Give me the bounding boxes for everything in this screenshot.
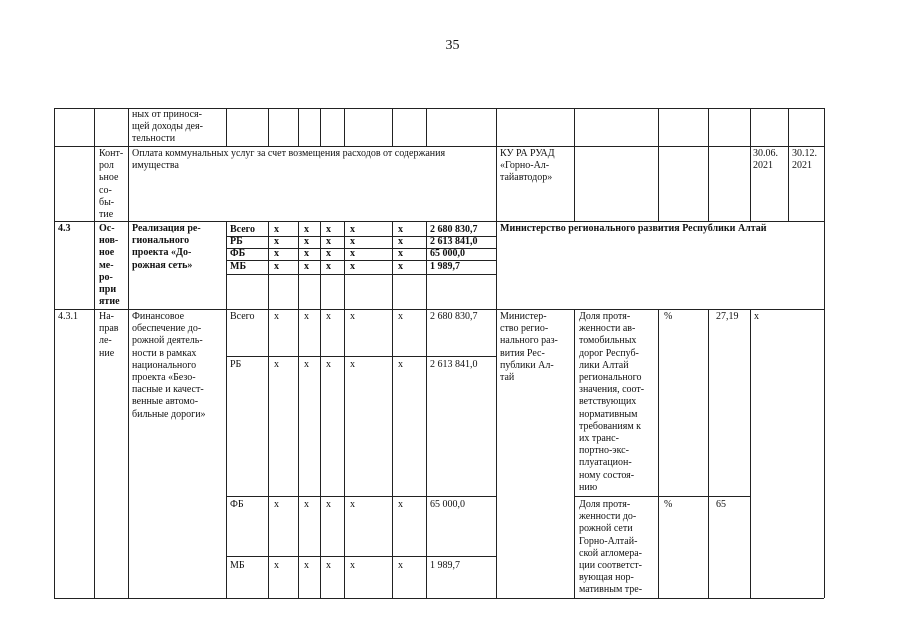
funding-cell: x [304,499,309,510]
row-divider [226,496,496,497]
funding-cell: x [350,560,355,571]
funding-cell: x [326,236,331,247]
funding-source: Всего [230,311,255,322]
indicator-extra: x [754,311,759,322]
direction-name: Финансовое обеспечение до- рожной деятель- ности в рамках национального проекта «Безо- пасные и качест- венные автомо- бильные дороги» [132,311,206,420]
funding-amount: 2 680 830,7 [430,311,478,322]
funding-cell: x [304,560,309,571]
indicator-unit: % [664,311,673,322]
main-activity-executor: Министерство регионального развития Республики Алтай [500,223,767,234]
indicator-value: 27,19 [716,311,739,322]
funding-cell: x [326,499,331,510]
direction-executor: Министер- ство регио- нального раз- вития Рес- публики Ал- тай [500,311,558,384]
row-divider [226,274,496,275]
funding-cell: x [350,359,355,370]
control-event-description: Оплата коммунальных услуг за счет возмещения расходов от содержания имущества [132,148,446,172]
col-divider [320,221,321,598]
funding-cell: x [350,499,355,510]
main-activity-number: 4.3 [58,223,71,234]
funding-cell: x [398,499,403,510]
control-event-type: Конт- рол ьное со- бы- тие [99,148,124,221]
main-activity-name: Реализация ре- гионального проекта «До- рожная сеть» [132,223,201,271]
funding-amount: 2 613 841,0 [430,359,478,370]
row-divider [226,556,496,557]
funding-cell: x [350,224,355,235]
direction-number: 4.3.1 [58,311,78,322]
funding-cell: x [326,359,331,370]
funding-amount: 1 989,7 [430,261,460,272]
col-divider [344,221,345,598]
indicator-name: Доля протя- женности ав- томобильных дорог Респуб- лики Алтай регионального значения, соот- ветствующих нормативным требованиям к их транс- портно-экс- плуатацион- ному состоя- нию [579,311,645,493]
funding-source: РБ [230,359,242,370]
funding-cell: x [350,236,355,247]
funding-cell: x [326,248,331,259]
funding-cell: x [350,261,355,272]
control-event-date-end: 30.12. 2021 [792,148,817,172]
funding-source: МБ [230,560,245,571]
col-divider [426,221,427,598]
direction-type: На- прав ле- ние [99,311,119,359]
funding-cell: x [304,248,309,259]
row-divider [54,221,824,222]
col-divider [268,221,269,598]
indicator-name: Доля протя- женности до- рожной сети Горно-Алтай- ской агломера- ции соответст- вующая нор- мативным тре- [579,499,643,596]
funding-cell: x [326,224,331,235]
funding-source: ФБ [230,248,246,259]
funding-cell: x [274,499,279,510]
col-divider [750,108,751,221]
col-divider [226,221,227,598]
funding-amount: 1 989,7 [430,560,460,571]
col-divider [128,108,129,598]
funding-cell: x [398,261,403,272]
col-divider [54,108,55,598]
col-divider [574,309,575,598]
col-divider [426,108,427,146]
col-divider [298,221,299,598]
funding-cell: x [304,224,309,235]
funding-amount: 2 680 830,7 [430,224,478,235]
funding-cell: x [398,224,403,235]
funding-cell: x [274,261,279,272]
funding-cell: x [304,236,309,247]
col-divider [658,309,659,598]
funding-cell: x [398,311,403,322]
funding-cell: x [274,224,279,235]
funding-source: Всего [230,224,255,235]
col-divider [708,309,709,598]
funding-amount: 65 000,0 [430,248,465,259]
main-activity-type: Ос- нов- ное ме- ро- при ятие [99,223,120,308]
funding-source: МБ [230,261,247,272]
funding-amount: 65 000,0 [430,499,465,510]
control-event-executor: КУ РА РУАД «Горно-Ал- тайавтодор» [500,148,555,184]
funding-cell: x [350,311,355,322]
funding-cell: x [274,359,279,370]
funding-cell: x [326,560,331,571]
col-divider [574,108,575,221]
row-divider [226,356,496,357]
funding-cell: x [274,560,279,571]
funding-source: РБ [230,236,243,247]
control-event-date-start: 30.06. 2021 [753,148,778,172]
col-divider [496,108,497,598]
prev-row-text: ных от принося- щей доходы дея- тельности [132,109,203,145]
col-divider [658,108,659,221]
col-divider [750,309,751,598]
col-divider [708,108,709,221]
funding-cell: x [350,248,355,259]
col-divider [94,108,95,598]
funding-cell: x [304,311,309,322]
col-divider [344,108,345,146]
indicator-value: 65 [716,499,726,510]
funding-cell: x [304,359,309,370]
funding-amount: 2 613 841,0 [430,236,478,247]
indicator-unit: % [664,499,673,510]
funding-cell: x [304,261,309,272]
funding-source: ФБ [230,499,244,510]
funding-cell: x [274,236,279,247]
col-divider [392,221,393,598]
col-divider [392,108,393,146]
funding-cell: x [274,248,279,259]
table-border-right [824,108,825,598]
funding-cell: x [398,236,403,247]
col-divider [226,108,227,146]
table-border-bottom [54,598,824,599]
row-divider [574,496,750,497]
funding-cell: x [326,311,331,322]
funding-cell: x [274,311,279,322]
col-divider [320,108,321,146]
funding-cell: x [398,560,403,571]
funding-cell: x [326,261,331,272]
funding-cell: x [398,248,403,259]
col-divider [268,108,269,146]
page-number: 35 [445,38,460,53]
col-divider [298,108,299,146]
funding-cell: x [398,359,403,370]
col-divider [788,108,789,221]
